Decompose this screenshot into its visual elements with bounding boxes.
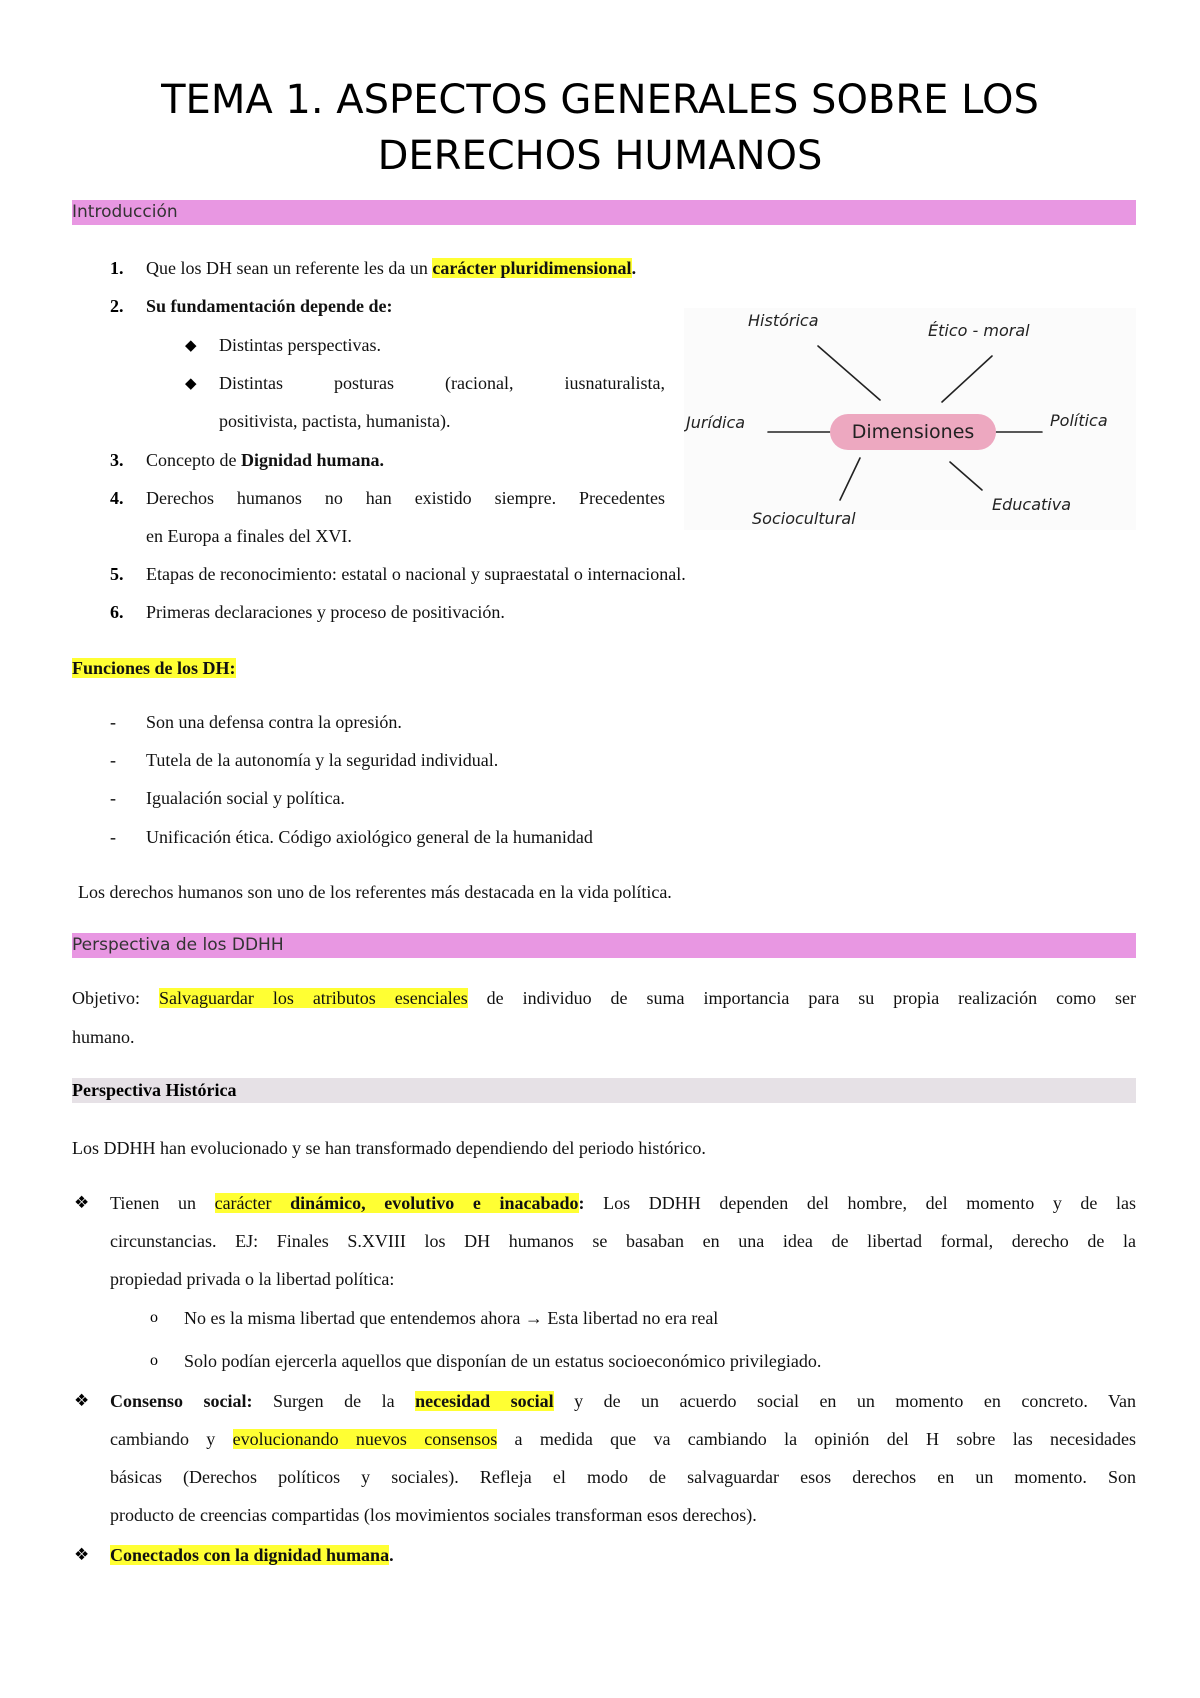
dash-bullet-icon: -	[110, 827, 116, 847]
dimension-label: Sociocultural	[752, 509, 856, 528]
circle-bullet-icon: o	[150, 1309, 158, 1326]
list-number: 5.	[110, 564, 124, 584]
sub-list-item: No es la misma libertad que entendemos ahora → Esta libertad no era real	[184, 1308, 719, 1328]
section-heading-introduccion: Introducción	[72, 200, 1136, 225]
circle-bullet-icon: o	[150, 1352, 158, 1369]
diamond-bullet-icon: ◆	[185, 374, 197, 392]
list-number: 4.	[110, 488, 124, 508]
section-heading-perspectiva: Perspectiva de los DDHH	[72, 933, 1136, 958]
highlight: Salvaguardar los atributos esenciales	[158, 988, 468, 1008]
sub-list-item-cont: positivista, pactista, humanista).	[219, 411, 451, 431]
list-item: Igualación social y política.	[146, 788, 345, 808]
star-bullet-icon: ❖	[74, 1391, 90, 1411]
objetivo-paragraph: Objetivo: Salvaguardar los atributos esenciales de individuo de suma importancia para su propia realización como ser	[72, 988, 1136, 1008]
list-number: 1.	[110, 258, 124, 278]
paragraph: Los DDHH han evolucionado y se han transformado dependiendo del periodo histórico.	[72, 1138, 706, 1158]
list-item-cont: en Europa a finales del XVI.	[146, 526, 352, 546]
list-item: Que los DH sean un referente les da un carácter pluridimensional.	[146, 258, 637, 278]
highlight: carácter dinámico, evolutivo e inacabado	[214, 1193, 579, 1213]
star-bullet-icon: ❖	[74, 1545, 90, 1565]
page-title	[70, 72, 1130, 184]
connector-line	[950, 462, 982, 490]
list-item: Su fundamentación depende de:	[146, 296, 393, 316]
dimension-label: Jurídica	[686, 413, 746, 432]
dimension-label: Histórica	[748, 311, 819, 330]
title-line-2: DERECHOS HUMANOS	[377, 133, 823, 179]
connector-line	[840, 458, 860, 500]
bullet-paragraph: Tienen un carácter dinámico, evolutivo e inacabado: Los DDHH dependen del hombre, del momento y de las	[110, 1193, 1137, 1213]
list-item: Primeras declaraciones y proceso de positivación.	[146, 602, 505, 622]
highlight: Conectados con la dignidad humana	[110, 1545, 390, 1565]
bullet-paragraph: Conectados con la dignidad humana.	[110, 1545, 394, 1565]
list-item: Son una defensa contra la opresión.	[146, 712, 402, 732]
dimension-label: Política	[1050, 411, 1108, 430]
dimensiones-diagram	[684, 308, 1136, 530]
list-number: 2.	[110, 296, 124, 316]
dash-bullet-icon: -	[110, 788, 116, 808]
dimension-label: Ético - moral	[928, 321, 1030, 340]
list-item: Derechos humanos no han existido siempre. Precedentes	[146, 488, 665, 508]
highlight: evolucionando nuevos consensos	[232, 1429, 498, 1449]
paragraph: Los derechos humanos son uno de los referentes más destacada en la vida política.	[78, 882, 672, 902]
sub-list-item: Distintas perspectivas.	[219, 335, 381, 355]
title-line-1: TEMA 1. ASPECTOS GENERALES SOBRE LOS	[161, 77, 1039, 123]
center-label: Dimensiones	[851, 421, 975, 443]
connector-line	[942, 356, 992, 402]
bullet-paragraph: Consenso social: Surgen de la necesidad social y de un acuerdo social en un momento en concreto. Van	[110, 1391, 1136, 1411]
bullet-paragraph-cont: circunstancias. EJ: Finales S.XVIII los DH humanos se basaban en una idea de libertad formal, derecho de la	[110, 1231, 1136, 1251]
diamond-bullet-icon: ◆	[185, 336, 197, 354]
highlight: necesidad social	[415, 1391, 554, 1411]
bullet-paragraph-cont: producto de creencias compartidas (los movimientos sociales transforman esos derechos).	[110, 1505, 757, 1525]
dimension-label: Educativa	[992, 495, 1071, 514]
list-item: Concepto de Dignidad humana.	[146, 450, 385, 470]
star-bullet-icon: ❖	[74, 1193, 90, 1213]
list-number: 3.	[110, 450, 124, 470]
list-item: Etapas de reconocimiento: estatal o nacional y supraestatal o internacional.	[146, 564, 686, 584]
sub-list-item: Solo podían ejercerla aquellos que disponían de un estatus socioeconómico privilegiado.	[184, 1351, 822, 1371]
dash-bullet-icon: -	[110, 712, 116, 732]
subsection-heading-historica: Perspectiva Histórica	[72, 1078, 1136, 1103]
bullet-paragraph-cont: propiedad privada o la libertad política:	[110, 1269, 395, 1289]
funciones-heading: Funciones de los DH:	[72, 658, 236, 678]
dash-bullet-icon: -	[110, 750, 116, 770]
bullet-paragraph-cont: cambiando y evolucionando nuevos consensos a medida que va cambiando la opinión del H sobre las necesidades	[110, 1429, 1136, 1449]
list-item: Tutela de la autonomía y la seguridad individual.	[146, 750, 499, 770]
list-number: 6.	[110, 602, 124, 622]
bullet-paragraph-cont: básicas (Derechos políticos y sociales). Refleja el modo de salvaguardar esos derechos en un momento. Son	[110, 1467, 1136, 1487]
objetivo-paragraph-cont: humano.	[72, 1027, 135, 1047]
diagram-svg	[684, 308, 1136, 530]
list-item: Unificación ética. Código axiológico general de la humanidad	[146, 827, 593, 847]
sub-list-item: Distintas posturas (racional, iusnaturalista,	[219, 373, 665, 393]
highlight: carácter pluridimensional	[432, 258, 632, 278]
connector-line	[818, 346, 880, 400]
